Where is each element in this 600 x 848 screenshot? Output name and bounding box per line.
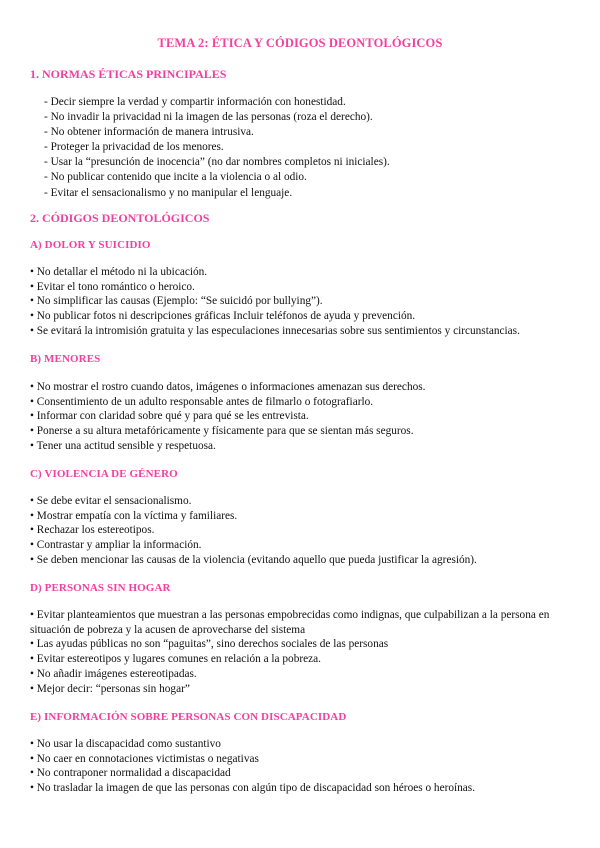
list-item: • Se evitará la intromisión gratuita y las especulaciones innecesarias sobre sus sentimientos y circunstancias. xyxy=(30,324,520,337)
list-item: - Evitar el sensacionalismo y no manipular el lenguaje. xyxy=(44,186,293,199)
dolor-suicidio-list xyxy=(30,265,575,339)
subsection-heading-discapacidad: E) INFORMACIÓN SOBRE PERSONAS CON DISCAPACIDAD xyxy=(30,711,347,723)
list-item: • No usar la discapacidad como sustantivo xyxy=(30,738,221,750)
list-item: • Contrastar y ampliar la información. xyxy=(30,539,202,552)
subsection-heading-dolor-suicidio: A) DOLOR Y SUICIDIO xyxy=(30,239,151,251)
list-item: - Proteger la privacidad de los menores. xyxy=(44,141,224,154)
list-item: • Evitar estereotipos y lugares comunes en relación a la pobreza. xyxy=(30,653,321,666)
list-item: - No publicar contenido que incite a la violencia o al odio. xyxy=(44,171,307,184)
list-item: • No mostrar el rostro cuando datos, imágenes o informaciones amenazan sus derechos. xyxy=(30,381,426,393)
list-item: • No trasladar la imagen de que las personas con algún tipo de discapacidad son héroes o heroínas. xyxy=(30,782,476,795)
list-item: - No obtener información de manera intrusiva. xyxy=(44,126,254,139)
list-item: • Mejor decir: “personas sin hogar” xyxy=(30,682,190,695)
list-item: • Se debe evitar el sensacionalismo. xyxy=(30,495,192,507)
list-item: • Tener una actitud sensible y respetuosa. xyxy=(30,439,216,452)
subsection-heading-menores: B) MENORES xyxy=(30,353,101,365)
personas-sin-hogar-list xyxy=(30,608,575,696)
list-item: • No simplificar las causas (Ejemplo: “Se suicidó por bullying”). xyxy=(30,295,323,308)
section-heading-normas: 1. NORMAS ÉTICAS PRINCIPALES xyxy=(30,67,227,81)
list-item: • No detallar el método ni la ubicación. xyxy=(30,266,208,278)
list-item: • No caer en connotaciones victimistas o negativas xyxy=(30,752,259,765)
page-title: TEMA 2: ÉTICA Y CÓDIGOS DEONTOLÓGICOS xyxy=(157,36,443,50)
list-item: - Usar la “presunción de inocencia” (no dar nombres completos ni iniciales). xyxy=(44,156,390,169)
list-item: • Informar con claridad sobre qué y para qué se les entrevista. xyxy=(30,410,309,423)
normas-list xyxy=(44,95,390,201)
list-item: • Mostrar empatía con la víctima y familiares. xyxy=(30,509,238,522)
section-heading-codigos: 2. CÓDIGOS DEONTOLÓGICOS xyxy=(30,211,210,225)
list-item: • Las ayudas públicas no son “paguitas”, sino derechos sociales de las personas xyxy=(30,638,389,651)
violencia-genero-list xyxy=(30,494,575,568)
menores-list xyxy=(30,380,575,454)
list-item: • Evitar planteamientos que muestran a las personas empobrecidas como indignas, que culpabilizan a la persona en situación de pobreza y la acusen de aprovecharse del sistema xyxy=(30,609,550,636)
list-item: • No contraponer normalidad a discapacidad xyxy=(30,767,231,780)
list-item: • No publicar fotos ni descripciones gráficas Incluir teléfonos de ayuda y prevención. xyxy=(30,310,416,323)
list-item: • Evitar el tono romántico o heroico. xyxy=(30,280,195,293)
list-item: - No invadir la privacidad ni la imagen de las personas (roza el derecho). xyxy=(44,111,373,124)
list-item: • No añadir imágenes estereotipadas. xyxy=(30,667,197,680)
list-item: - Decir siempre la verdad y compartir información con honestidad. xyxy=(44,96,346,108)
list-item: • Rechazar los estereotipos. xyxy=(30,524,155,537)
list-item: • Consentimiento de un adulto responsable antes de filmarlo o fotografiarlo. xyxy=(30,395,374,408)
list-item: • Ponerse a su altura metafóricamente y físicamente para que se sientan más seguros. xyxy=(30,425,414,438)
list-item: • Se deben mencionar las causas de la violencia (evitando aquello que pueda justificar la agresión). xyxy=(30,553,477,566)
discapacidad-list xyxy=(30,737,575,796)
subsection-heading-personas-sin-hogar: D) PERSONAS SIN HOGAR xyxy=(30,582,171,594)
subsection-heading-violencia-genero: C) VIOLENCIA DE GÉNERO xyxy=(30,468,178,480)
